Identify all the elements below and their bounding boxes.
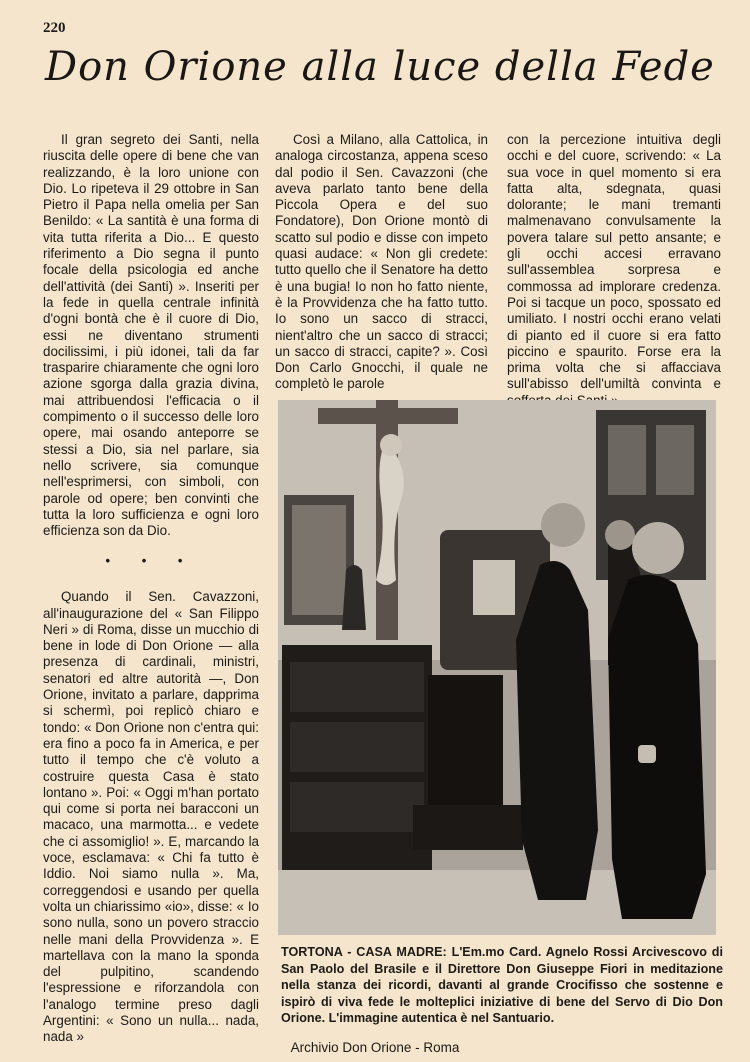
archive-footer: Archivio Don Orione - Roma (290, 1040, 460, 1055)
column-2-paragraph-1: Così a Milano, alla Cattolica, in analoga circostanza, appena sceso dal podio il Sen. Cavazzoni (che aveva parlato tanto bene della Piccola Opera e del suo Fondatore), Don Orione montò di scatto sul podio e disse con impeto quasi audace: « Non gli credete: tutto quello che il Senatore ha detto è una bugia! Io non ho fatto niente, è la Provvidenza che ha fatto tutto. Io sono un sacco di stracci, nient'altro che un sacco di stracci; un sacco di stracci, capite? ». Così Don Carlo Gnocchi, il quale ne completò le parole (275, 132, 488, 392)
section-separator: • • • (105, 553, 197, 568)
photo-illustration (278, 400, 716, 935)
page-number: 220 (43, 20, 66, 36)
column-1-paragraph-2: Quando il Sen. Cavazzoni, all'inaugurazione del « San Filippo Neri » di Roma, disse un mucchio di bene in lode di Don Orione — alla presenza di cardinali, ministri, senatori ed altre autorità —, Don Orione, invitato a parlare, dapprima si schermì, poi replicò chiaro e tondo: « Don Orione non c'entra qui: era fino a poco fa in America, e per tutto il tempo che c'è voluto a costruire questa Casa è stato lontano ». Poi: « Oggi m'han portato qui come si porta nei baracconi un macaco, una marmotta... e vedete che ci assomiglio! ». E, marcando la voce, esclamava: « Chi fa tutto è Iddio. Noi siamo nulla ». Ma, correggendosi e usando per quella volta un chiarissimo «io», disse: « Io sono nulla, sono un povero straccio nelle mani della Provvidenza ». E martellava con la mano la sponda del pulpitino, scandendo l'espressione e riforzandola con l'analogo termine preso dagli Argentini: « Sono un nulla... nada, nada » (43, 589, 259, 1045)
page-title: Don Orione alla luce della Fede (45, 44, 715, 90)
photo-caption: TORTONA - CASA MADRE: L'Em.mo Card. Agnelo Rossi Arcivescovo di San Paolo del Brasile e il Direttore Don Giuseppe Fiori in meditazione nella stanza dei ricordi, davanti al grande Crocifisso che sostenne e ispirò di viva fede le molteplici iniziative di bene del Servo di Dio Don Orione. L'immagine autentica è nel Santuario. (281, 945, 723, 1025)
column-1 (43, 132, 259, 539)
column-1-lower (43, 553, 259, 1046)
column-1-paragraph-1: Il gran segreto dei Santi, nella riuscita delle opere di bene che van realizzando, è la loro unione con Dio. Lo ripeteva il 29 ottobre in San Pietro il Papa nella omelia per San Benildo: « La santità è una forma di vita tutta riferita a Dio... E questo riferimento a Dio segna il punto focale della psicologia ed anche dell'attività (dei Santi) ». Inseriti per la fede in quella centrale infinità d'ogni bontà che è il cuore di Dio, essi ne diventano strumenti docilissimi, i più idonei, tali da far trasparire chiaramente che ogni loro azione sgorga dalla grazia divina, mai attribuendosi l'efficacia o il compimento o il successo delle loro opere, mai osando anteporre se stessi a Dio, sia nel parlare, sia nello scrivere, sia comunque nell'esprimersi, con simboli, con parole od opere; ben convinti che tutta la loro sufficienza e ogni loro efficienza son da Dio. (43, 132, 259, 539)
column-2 (275, 132, 488, 393)
column-3-paragraph-1: con la percezione intuitiva degli occhi e del cuore, scrivendo: « La sua voce in quel momento si era fatta alta, sdegnata, quasi dolorante; le mani tremanti malmenavano convulsamente la povera talare sul petto ansante; e gli occhi accesi erravano sull'assemblea sorpresa e commossa ad implorare credenza. Poi si tacque un poco, spossato ed umiliato. I nostri occhi erano velati di pianto ed il cuore si era fatto piccino e spaurito. Forse era la prima volta che si affacciava sull'abisso dell'umiltà convinta e (507, 132, 721, 392)
column-3 (507, 132, 721, 409)
archive-photo (278, 400, 716, 935)
